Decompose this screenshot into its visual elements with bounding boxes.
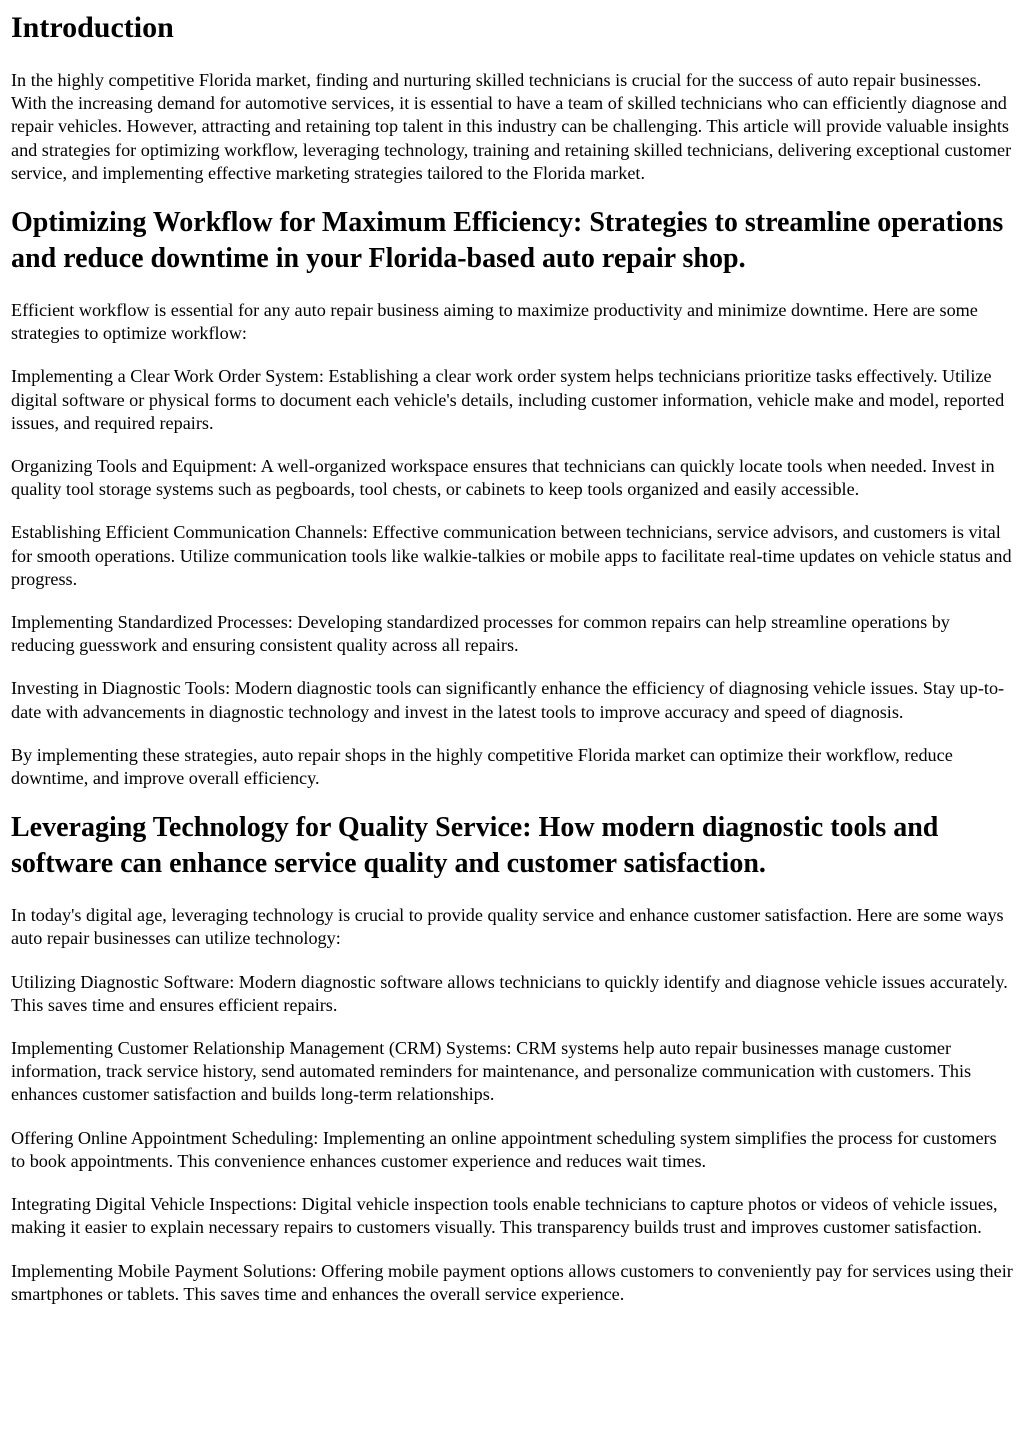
- technology-paragraph-inspections: Integrating Digital Vehicle Inspections: Digital vehicle inspection tools enable technicians to capture photos or videos of vehicle issues, making it easier to explain necessary repairs to customers visually. This transparency builds trust and improves customer satisfaction.: [11, 1194, 998, 1238]
- technology-paragraph-crm: Implementing Customer Relationship Management (CRM) Systems: CRM systems help auto repair businesses manage customer information, track service history, send automated reminders for maintenance, and personalize communication with customers. This enhances customer satisfaction and builds long-term relationships.: [11, 1038, 972, 1105]
- technology-heading: Leveraging Technology for Quality Service: How modern diagnostic tools and software can enhance service quality and customer satisfaction.: [11, 812, 939, 880]
- technology-paragraph-diagnostic-software: Utilizing Diagnostic Software: Modern diagnostic software allows technicians to quickly identify and diagnose vehicle issues accurately. This saves time and ensures efficient repairs.: [11, 971, 1008, 1015]
- technology-section: [11, 810, 1014, 1306]
- technology-paragraph-payments: Implementing Mobile Payment Solutions: Offering mobile payment options allows customers to conveniently pay for services using their smartphones or tablets. This saves time and enhances the overall service experience.: [11, 1260, 1013, 1304]
- workflow-heading: Optimizing Workflow for Maximum Efficiency: Strategies to streamline operations and reduce downtime in your Florida-based auto repair shop.: [11, 207, 1004, 275]
- workflow-paragraph-diagnostic: Investing in Diagnostic Tools: Modern diagnostic tools can significantly enhance the efficiency of diagnosing vehicle issues. Stay up-to-date with advancements in diagnostic technology and invest in the latest tools to improve accuracy and speed of diagnosis.: [11, 678, 1005, 722]
- workflow-section: [11, 205, 1014, 790]
- workflow-paragraph-conclusion: By implementing these strategies, auto repair shops in the highly competitive Florida market can optimize their workflow, reduce downtime, and improve overall efficiency.: [11, 744, 953, 789]
- intro-heading: Introduction: [11, 11, 174, 44]
- technology-paragraph-intro: In today's digital age, leveraging technology is crucial to provide quality service and enhance customer satisfaction. Here are some ways auto repair businesses can utilize technology:: [11, 905, 1004, 949]
- intro-paragraph: In the highly competitive Florida market, finding and nurturing skilled technicians is crucial for the success of auto repair businesses. With the increasing demand for automotive services, it is essential to have a team of skilled technicians who can efficiently diagnose and repair vehicles. However, attracting and retaining top talent in this industry can be challenging. This article will provide valuable insights and strategies for optimizing workflow, leveraging technology, training and retaining skilled technicians, delivering exceptional customer service, and implementing effective marketing strategies tailored to the Florida market.: [11, 70, 1012, 183]
- technology-paragraph-scheduling: Offering Online Appointment Scheduling: Implementing an online appointment scheduling system simplifies the process for customers to book appointments. This convenience enhances customer experience and reduces wait times.: [11, 1127, 997, 1171]
- workflow-paragraph-communication: Establishing Efficient Communication Channels: Effective communication between technicians, service advisors, and customers is vital for smooth operations. Utilize communication tools like walkie-talkies or mobile apps to facilitate real-time updates on vehicle status and progress.: [11, 522, 1012, 589]
- intro-section: [11, 10, 1014, 185]
- workflow-paragraph-work-order: Implementing a Clear Work Order System: Establishing a clear work order system helps technicians prioritize tasks effectively. Utilize digital software or physical forms to document each vehicle's details, including customer information, vehicle make and model, reported issues, and required repairs.: [11, 366, 1005, 433]
- workflow-paragraph-standardized: Implementing Standardized Processes: Developing standardized processes for common repairs can help streamline operations by reducing guesswork and ensuring consistent quality across all repairs.: [11, 612, 950, 656]
- workflow-paragraph-intro: Efficient workflow is essential for any auto repair business aiming to maximize productivity and minimize downtime. Here are some strategies to optimize workflow:: [11, 300, 978, 344]
- workflow-paragraph-tools: Organizing Tools and Equipment: A well-organized workspace ensures that technicians can quickly locate tools when needed. Invest in quality tool storage systems such as pegboards, tool chests, or cabinets to keep tools organized and easily accessible.: [11, 456, 995, 500]
- article: [0, 10, 1024, 1306]
